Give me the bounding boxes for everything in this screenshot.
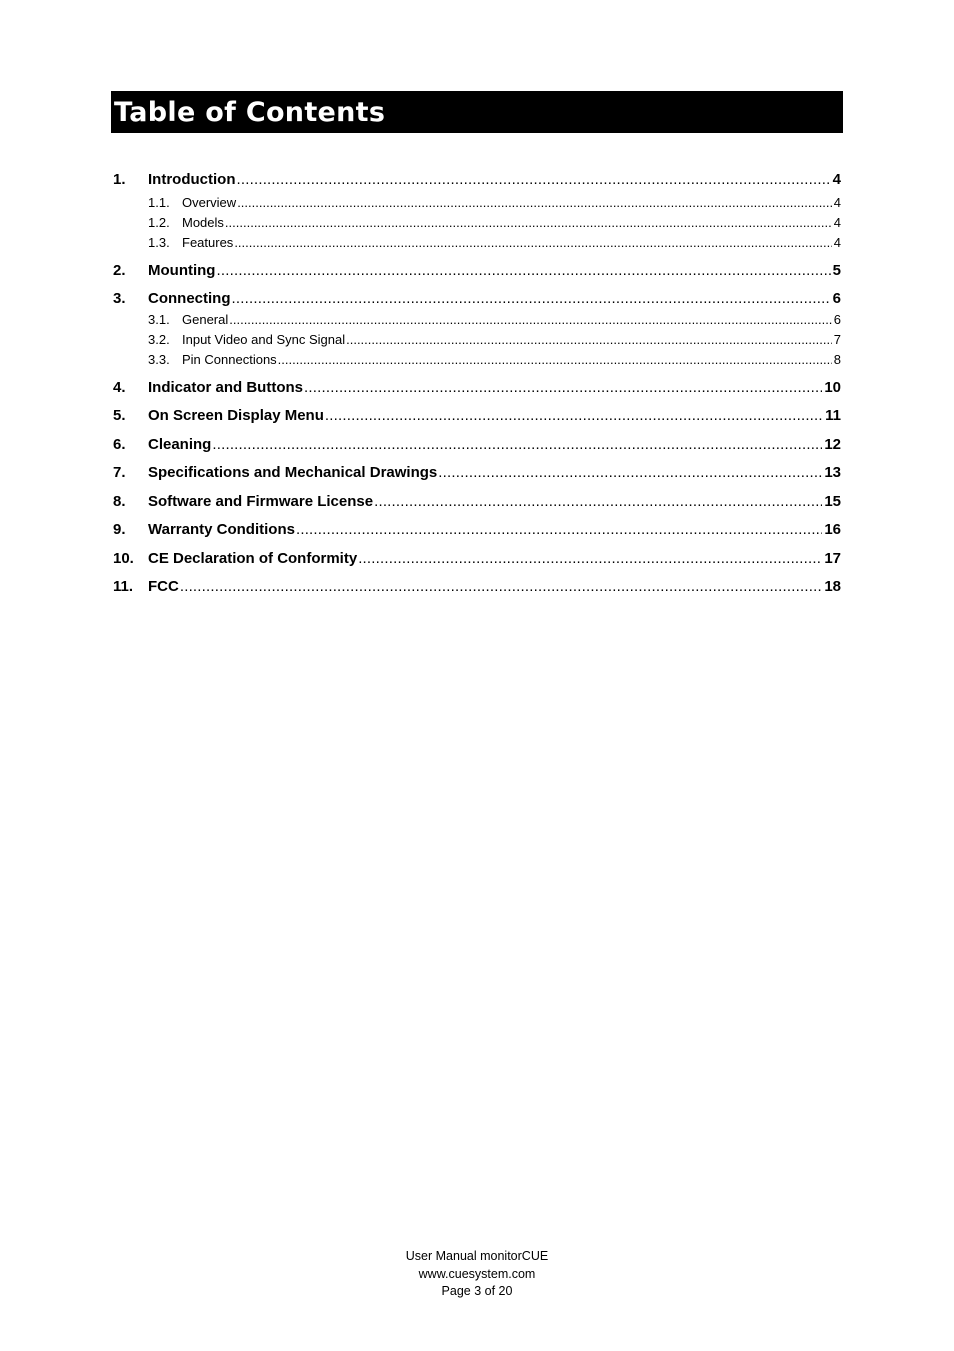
toc-entry-number: 3. xyxy=(113,290,126,307)
toc-entry[interactable] xyxy=(113,521,841,538)
toc-dot-leader xyxy=(374,493,822,510)
page-title: Table of Contents xyxy=(114,96,386,128)
toc-entry-page: 6 xyxy=(832,290,841,307)
toc-entry-page: 7 xyxy=(833,332,841,347)
toc-entry-label: Models xyxy=(182,215,224,230)
toc-entry-page: 10 xyxy=(824,379,841,396)
toc-title-bar xyxy=(111,91,843,133)
toc-entry[interactable] xyxy=(113,379,841,396)
footer-page-number: Page 3 of 20 xyxy=(441,1284,513,1298)
toc-dot-leader xyxy=(229,312,832,327)
toc-dot-leader xyxy=(236,171,830,188)
toc-entry-label: FCC xyxy=(148,578,179,595)
toc-entry-page: 6 xyxy=(833,312,841,327)
toc-entry[interactable] xyxy=(113,493,841,510)
toc-entry-page: 4 xyxy=(833,235,841,250)
toc-entry-page: 4 xyxy=(833,195,841,210)
toc-entry[interactable] xyxy=(113,171,841,188)
toc-entry[interactable] xyxy=(113,550,841,567)
toc-entry-number: 3.2. xyxy=(148,332,170,347)
toc-dot-leader xyxy=(212,436,822,453)
toc-entry-page: 11 xyxy=(825,407,841,424)
toc-entry-number: 8. xyxy=(113,493,126,510)
footer-manual-name: User Manual monitorCUE xyxy=(405,1249,549,1263)
toc-entry-label: Warranty Conditions xyxy=(148,521,295,538)
toc-dot-leader xyxy=(278,352,832,367)
toc-entry-page: 12 xyxy=(824,436,841,453)
toc-entry[interactable] xyxy=(113,290,841,307)
toc-entry-page: 5 xyxy=(832,262,841,279)
toc-entry-label: Overview xyxy=(182,195,237,210)
toc-entry-label: Cleaning xyxy=(148,436,212,453)
toc-dot-leader xyxy=(180,578,822,595)
toc-entry-page: 16 xyxy=(824,521,841,538)
toc-dot-leader xyxy=(358,550,822,567)
toc-dot-leader xyxy=(225,215,832,230)
toc-entry-label: On Screen Display Menu xyxy=(148,407,324,424)
toc-dot-leader xyxy=(237,195,832,210)
toc-entry-number: 4. xyxy=(113,379,126,396)
toc-entry-label: Software and Firmware License xyxy=(148,493,374,510)
toc-entry-number: 11. xyxy=(113,578,134,595)
toc-dot-leader xyxy=(325,407,823,424)
toc-entry-label: General xyxy=(182,312,229,327)
toc-entry-number: 3.1. xyxy=(148,312,170,327)
toc-entry-page: 4 xyxy=(833,215,841,230)
toc-entry-number: 3.3. xyxy=(148,352,170,367)
toc-entry-label: Pin Connections xyxy=(182,352,277,367)
toc-entry-page: 13 xyxy=(824,464,841,481)
toc-entry[interactable] xyxy=(113,332,841,347)
toc-entry-label: Indicator and Buttons xyxy=(148,379,303,396)
toc-entry-page: 17 xyxy=(824,550,841,567)
toc-entry-label: Specifications and Mechanical Drawings xyxy=(148,464,438,481)
toc-entry[interactable] xyxy=(113,312,841,327)
toc-dot-leader xyxy=(438,464,822,481)
toc-entry-page: 18 xyxy=(824,578,841,595)
toc-dot-leader xyxy=(304,379,822,396)
toc-entry-number: 5. xyxy=(113,407,126,424)
toc-entry-number: 1.2. xyxy=(148,215,170,230)
toc-entry[interactable] xyxy=(113,262,841,279)
toc-entry[interactable] xyxy=(113,235,841,250)
toc-entry[interactable] xyxy=(113,464,841,481)
toc-entry-label: Input Video and Sync Signal xyxy=(182,332,346,347)
toc-entry[interactable] xyxy=(113,407,841,424)
toc-entry-number: 1.1. xyxy=(148,195,170,210)
toc-entry-number: 9. xyxy=(113,521,126,538)
toc-entry[interactable] xyxy=(113,578,841,595)
toc-dot-leader xyxy=(346,332,832,347)
toc-entry-number: 6. xyxy=(113,436,126,453)
toc-entry[interactable] xyxy=(113,352,841,367)
toc-dot-leader xyxy=(296,521,822,538)
toc-entry[interactable] xyxy=(113,215,841,230)
toc-entry-number: 1.3. xyxy=(148,235,170,250)
toc-entry-label: Introduction xyxy=(148,171,236,188)
toc-entry-page: 15 xyxy=(824,493,841,510)
toc-entry[interactable] xyxy=(113,195,841,210)
toc-dot-leader xyxy=(216,262,830,279)
toc-entry[interactable] xyxy=(113,436,841,453)
page-footer xyxy=(0,1248,954,1301)
toc-entry-label: Connecting xyxy=(148,290,231,307)
toc-dot-leader xyxy=(232,290,831,307)
toc-entry-page: 8 xyxy=(833,352,841,367)
toc-entry-number: 1. xyxy=(113,171,126,188)
toc-entry-label: Features xyxy=(182,235,234,250)
toc-entry-number: 7. xyxy=(113,464,126,481)
toc-entry-page: 4 xyxy=(832,171,841,188)
footer-website: www.cuesystem.com xyxy=(418,1266,536,1281)
toc-entry-label: Mounting xyxy=(148,262,216,279)
toc-entry-number: 2. xyxy=(113,262,126,279)
toc-entry-number: 10. xyxy=(113,550,134,567)
toc-entry-label: CE Declaration of Conformity xyxy=(148,550,358,567)
toc-dot-leader xyxy=(234,235,831,250)
